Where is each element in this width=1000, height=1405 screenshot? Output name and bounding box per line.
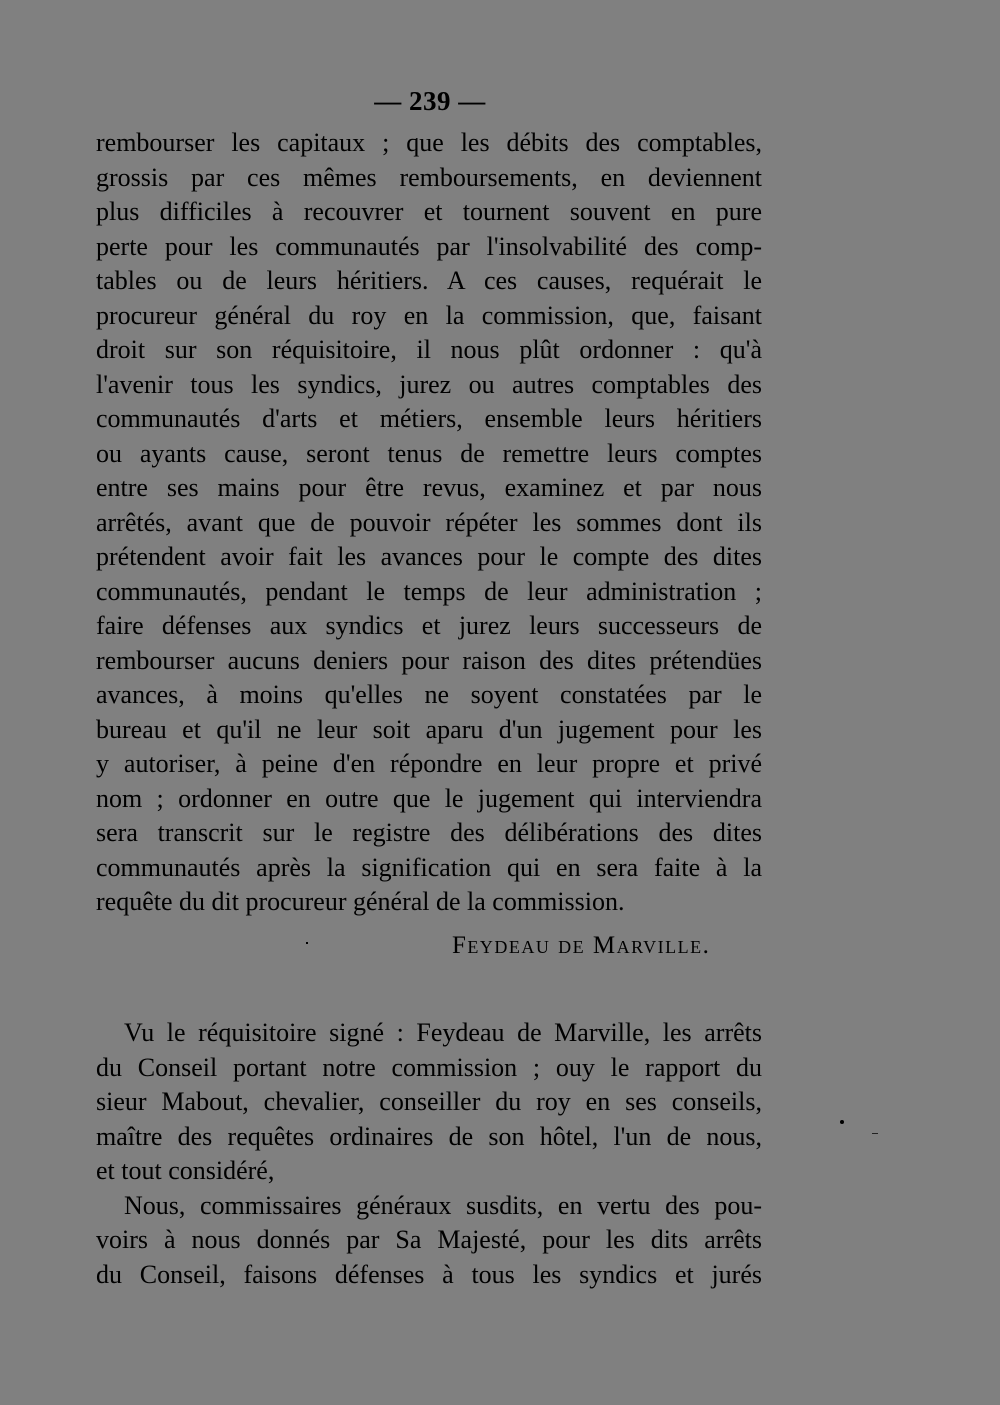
text-line: Vu le réquisitoire signé : Feydeau de Marville, les arrêts	[124, 1018, 762, 1047]
ink-speck	[306, 942, 308, 944]
text-line: avances, à moins qu'elles ne soyent constatées par le	[96, 680, 762, 709]
text-line: perte pour les communautés par l'insolvabilité des comp-	[96, 231, 762, 261]
text-line: et tout considéré,	[96, 1156, 275, 1185]
text-line: sera transcrit sur le registre des délibérations des dites	[96, 818, 762, 847]
page-number: — 239 —	[374, 86, 486, 116]
text-line: faire défenses aux syndics et jurez leurs successeurs de	[96, 611, 762, 640]
text-line: rembourser les capitaux ; que les débits des comptables,	[96, 128, 762, 157]
text-line: communautés après la signification qui en sera faite à la	[96, 852, 762, 882]
paragraph-2	[96, 1016, 762, 1292]
text-line: nom ; ordonner en outre que le jugement qui interviendra	[96, 783, 762, 813]
text-line: du Conseil portant notre commission ; ouy le rapport du	[96, 1052, 762, 1082]
text-line: procureur général du roy en la commission, que, faisant	[96, 300, 762, 330]
text-line: prétendent avoir fait les avances pour le compte des dites	[96, 542, 762, 571]
text-line: ou ayants cause, seront tenus de remettre leurs comptes	[96, 438, 762, 468]
text-line: communautés d'arts et métiers, ensemble leurs héritiers	[96, 404, 762, 433]
text-line: Nous, commissaires généraux susdits, en vertu des pou-	[124, 1190, 762, 1220]
text-line: tables ou de leurs héritiers. A ces causes, requérait le	[96, 266, 762, 295]
ink-speck	[872, 1133, 878, 1134]
ink-speck	[840, 1120, 844, 1124]
text-line: arrêtés, avant que de pouvoir répéter les sommes dont ils	[96, 507, 762, 537]
text-line: y autoriser, à peine d'en répondre en leur propre et privé	[96, 749, 762, 778]
text-line: sieur Mabout, chevalier, conseiller du roy en ses conseils,	[96, 1087, 762, 1116]
text-line: maître des requêtes ordinaires de son hôtel, l'un de nous,	[96, 1121, 762, 1151]
text-line: voirs à nous donnés par Sa Majesté, pour les dits arrêts	[96, 1225, 762, 1254]
text-line: requête du dit procureur général de la commission.	[96, 887, 625, 916]
text-line: rembourser aucuns deniers pour raison des dites prétendües	[96, 645, 762, 675]
text-line: plus difficiles à recouvrer et tournent souvent en pure	[96, 197, 762, 226]
signature: Feydeau de Marville.	[452, 932, 711, 959]
text-line: grossis par ces mêmes remboursements, en deviennent	[96, 162, 762, 192]
paragraph-1	[96, 126, 762, 920]
text-line: entre ses mains pour être revus, examinez et par nous	[96, 473, 762, 502]
text-line: communautés, pendant le temps de leur administration ;	[96, 576, 762, 606]
text-line: du Conseil, faisons défenses à tous les syndics et jurés	[96, 1259, 762, 1289]
text-line: droit sur son réquisitoire, il nous plût ordonner : qu'à	[96, 335, 762, 364]
text-line: l'avenir tous les syndics, jurez ou autres comptables des	[96, 369, 762, 399]
text-line: bureau et qu'il ne leur soit aparu d'un jugement pour les	[96, 714, 762, 744]
